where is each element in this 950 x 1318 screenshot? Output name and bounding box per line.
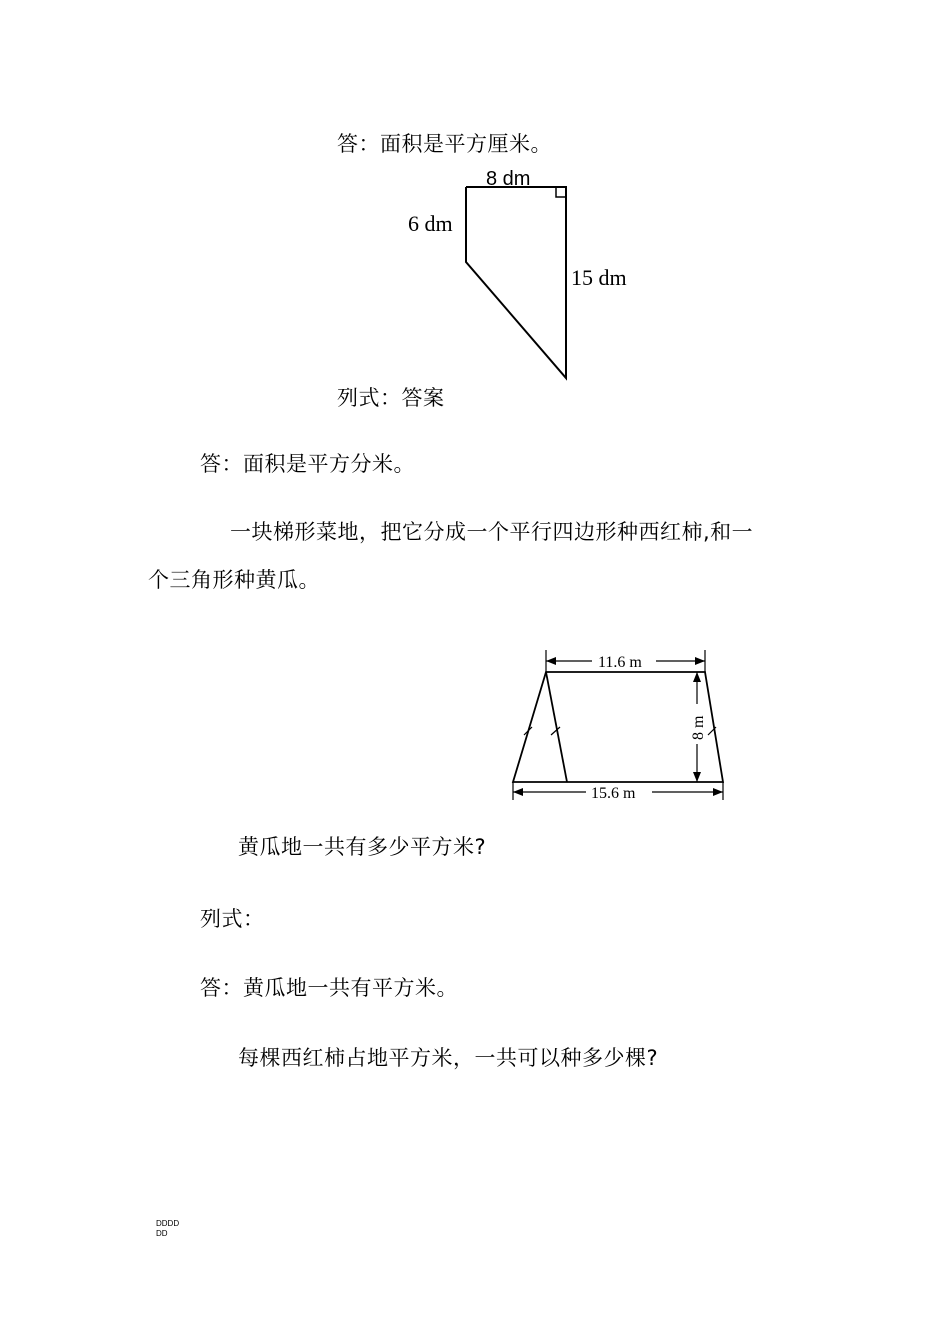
- problem-text-line-2: 个三角形种黄瓜。: [148, 568, 320, 592]
- split-line: [546, 672, 567, 782]
- arrow-left: [546, 657, 556, 665]
- arrow-right: [713, 788, 723, 796]
- answer-area-cm: 答：面积是平方厘米。: [337, 132, 552, 156]
- footer-line-1: DDDD: [156, 1219, 180, 1228]
- answer-area-dm: 答：面积是平方分米。: [200, 452, 415, 476]
- formula-label: 列式：: [200, 907, 265, 931]
- arrow-right: [695, 657, 705, 665]
- label-11-6m: 11.6 m: [598, 654, 642, 671]
- label-8dm: 8 dm: [486, 168, 531, 190]
- question-cucumber-area: 黄瓜地一共有多少平方米?: [238, 835, 487, 859]
- answer-cucumber-area: 答：黄瓜地一共有平方米。: [200, 976, 458, 1000]
- label-15dm: 15 dm: [571, 265, 627, 290]
- arrow-left: [513, 788, 523, 796]
- trapezoid-1-outline: [466, 187, 566, 378]
- label-15-6m: 15.6 m: [591, 785, 636, 802]
- trapezoid-figure-2: [513, 650, 723, 802]
- trapezoid-figure-1: [408, 168, 627, 378]
- label-6dm: 6 dm: [408, 211, 453, 236]
- formula-answer: 列式：答案: [337, 386, 445, 410]
- question-tomato-count: 每棵西红柿占地平方米，一共可以种多少棵?: [238, 1046, 659, 1070]
- arrow-down: [693, 772, 701, 782]
- label-8m: 8 m: [690, 715, 707, 740]
- right-angle-mark: [556, 187, 566, 197]
- footer-line-2: DD: [156, 1229, 168, 1238]
- arrow-up: [693, 672, 701, 682]
- problem-text-line-1: 一块梯形菜地，把它分成一个平行四边形种西红柿,和一: [230, 520, 754, 544]
